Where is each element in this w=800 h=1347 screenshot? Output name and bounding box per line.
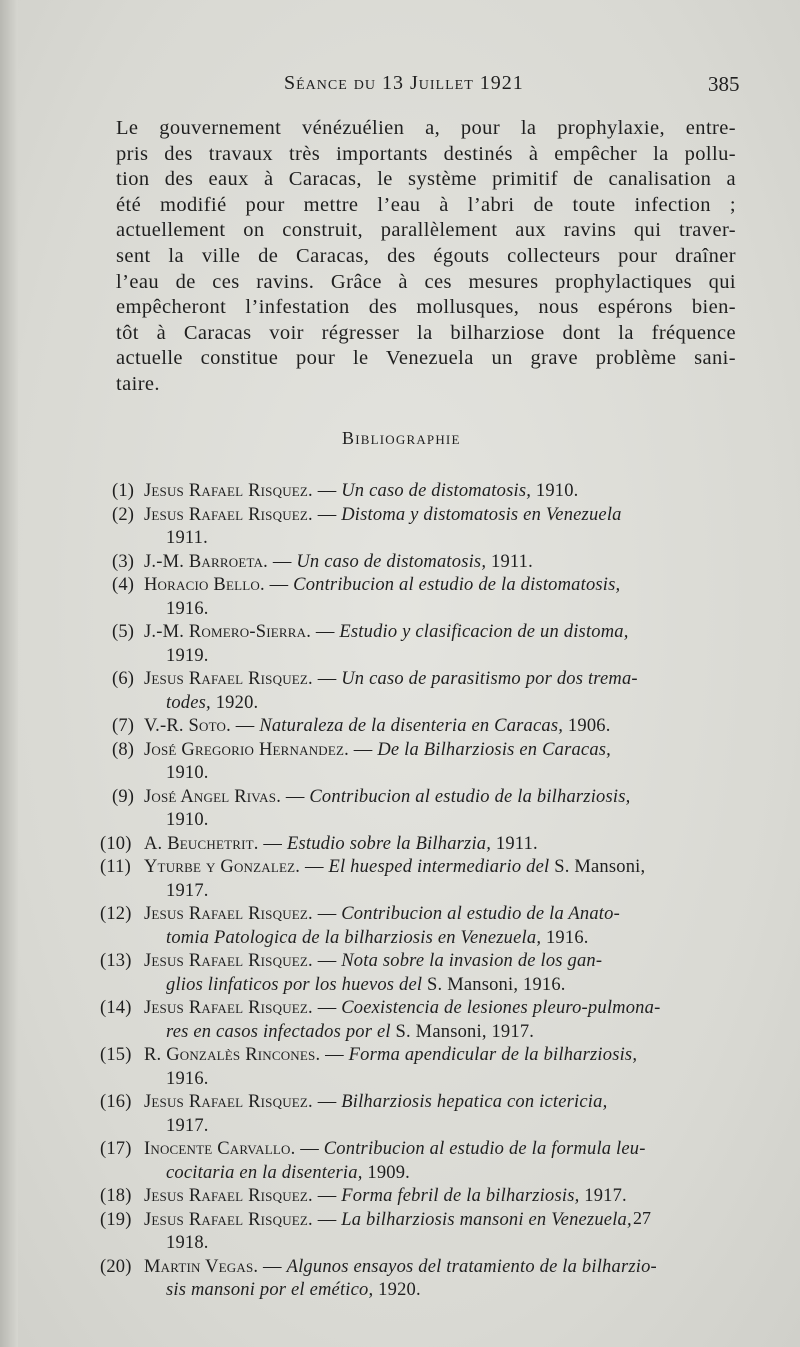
entry-line [100, 903, 740, 927]
entry-year: 1920. [210, 692, 259, 713]
body-line: l’eau de ces ravins. Grâce à ces mesures prophylactiques qui [116, 270, 736, 293]
entry-title: Un caso de parasitismo por dos trema- [341, 669, 638, 689]
entry-title: Contribucion al estudio de la bilharziosis, [309, 786, 631, 807]
entry-author: A. Beuchetrit. [144, 833, 259, 854]
entry-separator: — [268, 551, 297, 572]
entry-number: (18) [100, 1186, 132, 1206]
entry-title: Coexistencia de lesiones pleuro-pulmona- [341, 998, 661, 1018]
entry-author: Jesus Rafael Risquez. [144, 951, 313, 971]
entry-title-continued: cocitaria en la disenteria, [166, 1162, 363, 1183]
entry-number: (11) [100, 857, 131, 877]
entry-title: Distoma y distomatosis en Venezuela [341, 504, 622, 525]
entry-title: Contribucion al estudio de la formula leu- [323, 1139, 646, 1159]
entry-line [100, 950, 740, 974]
bibliography-entry [100, 1138, 740, 1185]
entry-author: Jesus Rafael Risquez. [144, 504, 313, 525]
entry-separator: — [311, 622, 340, 642]
entry-continuation-line [100, 1115, 740, 1139]
bibliography-entry [100, 786, 740, 833]
bibliography-heading: Bibliographie [342, 428, 461, 448]
entry-year: S. Mansoni, [549, 857, 646, 877]
bibliography-entry [100, 833, 740, 857]
entry-line [100, 668, 740, 692]
entry-year: 1917. [166, 880, 209, 901]
entry-line [100, 997, 740, 1021]
entry-title-continued: glios linfaticos por los huevos del [166, 974, 423, 995]
entry-author: Jesus Rafael Risquez. [144, 1186, 313, 1206]
entry-number: (1) [112, 481, 135, 501]
bibliography-entry [100, 668, 740, 715]
body-line: tôt à Caracas voir régresser la bilharziose dont la fréquence [116, 321, 736, 344]
bibliography-entry [100, 1256, 740, 1303]
entry-author: Horacio Bello. [144, 575, 265, 595]
body-line: sent la ville de Caracas, des égouts collecteurs pour draîner [116, 244, 736, 267]
entry-line [100, 504, 740, 528]
entry-year: 1911. [166, 528, 208, 548]
entry-title: Forma apendicular de la bilharziosis, [348, 1045, 638, 1065]
entry-year: 1917. [166, 1115, 209, 1136]
signature-mark: 27 [633, 1208, 651, 1228]
entry-year: 1911. [486, 551, 533, 572]
entry-continuation-line [100, 645, 740, 669]
entry-continuation-line [100, 880, 740, 904]
body-line: Le gouvernement vénézuélien a, pour la prophylaxie, entre- [116, 117, 736, 139]
entry-title: Un caso de distomatosis, [341, 481, 532, 501]
body-line: été modifié pour mettre l’eau à l’abri de toute infection ; [116, 193, 736, 216]
entry-separator: — [258, 833, 287, 854]
entry-year: 1916. [541, 927, 589, 948]
entry-author: V.-R. Soto. [144, 716, 231, 736]
entry-number: (10) [100, 833, 132, 854]
entry-author: R. Gonzalès Rincones. [144, 1045, 321, 1065]
entry-separator: — [312, 481, 342, 501]
entry-year: S. Mansoni, 1916. [422, 974, 566, 995]
entry-author: J.-M. Romero-Sierra. [144, 622, 312, 642]
entry-separator: — [264, 575, 294, 595]
entry-separator: — [281, 786, 310, 807]
entry-line [100, 480, 740, 504]
entry-separator: — [320, 1045, 349, 1065]
entry-line [100, 1256, 740, 1280]
entry-title-continued: sis mansoni por el emético, [166, 1280, 374, 1300]
entry-continuation-line [100, 809, 740, 833]
entry-number: (3) [112, 551, 135, 572]
entry-title: Algunos ensayos del tratamiento de la bilharzio- [286, 1256, 657, 1277]
entry-title-continued: todes, [166, 692, 211, 713]
entry-line [100, 786, 740, 810]
entry-author: Jesus Rafael Risquez. [144, 481, 313, 501]
entry-number: (8) [112, 739, 135, 760]
entry-author: Yturbe y Gonzalez. [144, 857, 301, 877]
entry-line [100, 1138, 740, 1162]
entry-author: Jesus Rafael Risquez. [144, 669, 313, 689]
body-paragraph [116, 116, 736, 398]
entry-separator: — [312, 1092, 342, 1112]
entry-title: Nota sobre la invasion de los gan- [341, 951, 603, 971]
entry-title: Estudio y clasificacion de un distoma, [339, 622, 629, 642]
entry-line [100, 1044, 740, 1068]
entry-title: Bilharziosis hepatica con ictericia, [341, 1092, 608, 1112]
entry-separator: — [230, 716, 260, 736]
entry-author: José Angel Rivas. [144, 786, 282, 807]
entry-continuation-line [100, 974, 740, 998]
running-head [0, 72, 800, 102]
entry-line [100, 621, 740, 645]
bibliography-entry [100, 950, 740, 997]
entry-number: (2) [112, 504, 135, 525]
entry-continuation-line [100, 927, 740, 951]
entry-year: 1910. [166, 763, 209, 783]
entry-line [100, 715, 740, 739]
entry-number: (4) [112, 575, 135, 595]
bibliography-entry [100, 903, 740, 950]
entry-title: La bilharziosis mansoni en Venezuela, [341, 1209, 632, 1230]
entry-number: (16) [100, 1092, 132, 1112]
entry-title: El huesped intermediario del [328, 857, 550, 877]
entry-number: (9) [112, 786, 135, 807]
bibliography-entry [100, 551, 740, 575]
entry-number: (14) [100, 998, 132, 1018]
entry-title: Un caso de distomatosis, [296, 551, 487, 572]
entry-title: Contribucion al estudio de la Anato- [341, 904, 620, 924]
entry-author: José Gregorio Hernandez. [144, 739, 349, 760]
body-line: empêcheront l’infestation des mollusques, nous espérons bien- [116, 296, 736, 319]
bibliography-entry [100, 739, 740, 786]
entry-number: (7) [112, 716, 135, 736]
entry-line [100, 551, 740, 575]
bibliography-entry [100, 1044, 740, 1091]
bibliography-entry [100, 715, 740, 739]
entry-title: De la Bilharziosis en Caracas, [377, 739, 611, 760]
entry-line [100, 856, 740, 880]
entry-continuation-line [100, 1068, 740, 1092]
entry-continuation-line [100, 1279, 740, 1303]
entry-line [100, 574, 740, 598]
entry-author: Jesus Rafael Risquez. [144, 904, 313, 924]
entry-line [100, 1091, 740, 1115]
entry-separator: — [300, 857, 329, 877]
entry-title: Estudio sobre la Bilharzia, [286, 833, 492, 854]
entry-separator: — [312, 998, 342, 1018]
entry-separator: — [312, 951, 342, 971]
entry-year: 1906. [563, 716, 611, 736]
entry-line [100, 833, 740, 857]
page-number: 385 [708, 72, 740, 96]
body-line: actuellement on construit, parallèlement aux ravins qui traver- [116, 219, 736, 242]
entry-number: (15) [100, 1045, 132, 1065]
entry-continuation-line [100, 598, 740, 622]
body-line: pris des travaux très importants destinés à empêcher la pollu- [116, 142, 736, 165]
entry-year: S. Mansoni, 1917. [390, 1021, 535, 1042]
entry-separator: — [295, 1139, 324, 1159]
body-line: tion des eaux à Caracas, le système primitif de canalisation a [116, 168, 736, 191]
entry-separator: — [348, 739, 378, 760]
bibliography-entry [100, 504, 740, 551]
bibliography-entry [100, 856, 740, 903]
entry-number: (19) [100, 1209, 132, 1230]
entry-year: 1916. [166, 598, 209, 619]
bibliography-list [100, 480, 740, 1303]
entry-year: 1920. [373, 1280, 421, 1300]
entry-continuation-line [100, 1021, 740, 1045]
entry-separator: — [258, 1256, 287, 1277]
entry-year: 1910. [166, 810, 209, 830]
entry-year: 1916. [166, 1068, 209, 1089]
entry-separator: — [312, 504, 342, 525]
entry-number: (20) [100, 1256, 132, 1277]
bibliography-entry [100, 1091, 740, 1138]
entry-year: 1909. [362, 1162, 410, 1183]
entry-year: 1919. [166, 645, 209, 666]
entry-title-continued: tomia Patologica de la bilharziosis en Venezuela, [166, 927, 542, 948]
entry-continuation-line [100, 527, 740, 551]
bibliography-entry [100, 574, 740, 621]
page-gutter-shadow [0, 0, 18, 1347]
entry-continuation-line [100, 1162, 740, 1186]
bibliography-entry [100, 997, 740, 1044]
entry-line [100, 739, 740, 763]
entry-author: Inocente Carvallo. [144, 1139, 296, 1159]
entry-separator: — [312, 1186, 342, 1206]
entry-number: (13) [100, 951, 132, 971]
entry-author: Jesus Rafael Risquez. [144, 998, 313, 1018]
bibliography-entry [100, 621, 740, 668]
entry-number: (17) [100, 1139, 132, 1159]
entry-author: Jesus Rafael Risquez. [144, 1092, 313, 1112]
entry-author: Martin Vegas. [144, 1256, 259, 1277]
entry-continuation-line [100, 762, 740, 786]
entry-separator: — [312, 904, 342, 924]
entry-line [100, 1185, 740, 1209]
running-head-title: Séance du 13 Juillet 1921 [284, 72, 524, 94]
body-line: actuelle constitue pour le Venezuela un grave problème sani- [116, 347, 736, 370]
entry-number: (6) [112, 669, 135, 689]
entry-title: Naturaleza de la disenteria en Caracas, [259, 716, 564, 736]
entry-number: (5) [112, 622, 135, 642]
entry-year: 1918. [166, 1233, 209, 1253]
entry-title: Forma febril de la bilharziosis, [341, 1186, 580, 1206]
entry-year: 1911. [491, 833, 538, 854]
entry-separator: — [312, 1209, 342, 1230]
bibliography-entry [100, 1185, 740, 1209]
entry-continuation-line [100, 692, 740, 716]
bibliography-entry [100, 480, 740, 504]
entry-title-continued: res en casos infectados por el [166, 1021, 391, 1042]
body-line: taire. [116, 372, 160, 395]
entry-number: (12) [100, 904, 132, 924]
entry-author: J.-M. Barroeta. [144, 551, 268, 572]
entry-year: 1917. [579, 1186, 627, 1206]
entry-author: Jesus Rafael Risquez. [144, 1209, 313, 1230]
entry-separator: — [312, 669, 342, 689]
entry-year: 1910. [531, 481, 579, 501]
entry-continuation-line [100, 1232, 740, 1256]
entry-title: Contribucion al estudio de la distomatosis, [293, 575, 621, 595]
